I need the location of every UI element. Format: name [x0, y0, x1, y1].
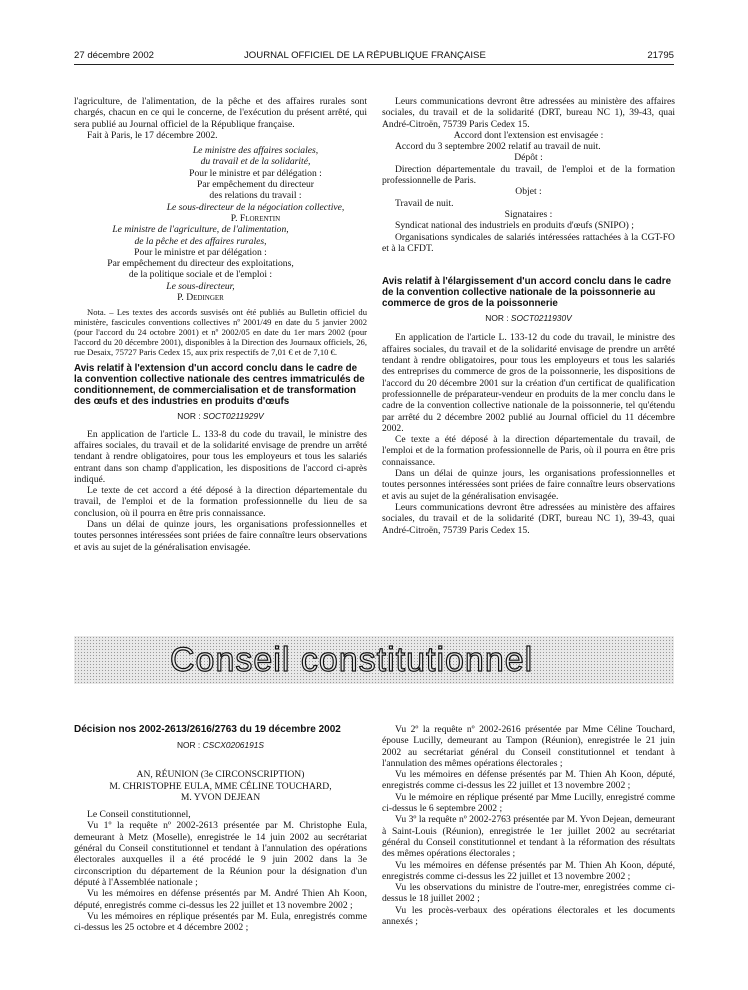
signature-block-1 [74, 145, 367, 224]
decision-nor [74, 740, 367, 751]
nota-note: Nota. – Les textes des accords susvisés ont été publiés au Bulletin officiel du ministère, fascicules conventions collectives nº 2001/49 en date du 5 janvier 2002 (pour l'accord du 24 octobre 2001) et nº 2002/05 en date du 1er mars 2002 (pour l'accord du 20 décembre 2001), disponibles à la Direction des Journaux officiels, 26, rue Desaix, 75727 Paris Cedex 15, aux prix respectifs de 7,01 € et de 7,10 €. [74, 307, 367, 358]
banner-title: Conseil constitutionnel [170, 641, 534, 679]
communications-paragraph: Leurs communications devront être adressées au ministère des affaires sociales, du travail et de la solidarité (DRT, bureau NC 1), 39-43, quai André-Citroën, 75739 Paris Cedex 15. [382, 96, 675, 130]
decision-paragraph: Vu les procès-verbaux des opérations électorales et les documents annexés ; [382, 904, 675, 928]
decision-paragraph: Vu 2º la requête nº 2002-2616 présentée par Mme Céline Touchard, épouse Lucilly, demeurant au Tampon (Réunion), enregistrée le 21 juin 2002 au secrétariat général du Conseil constitutionnel et tendant à l'annulation des mêmes opérations électorales ; [382, 724, 675, 769]
nor-code: CSCX0206191S [202, 740, 265, 750]
nor-label: NOR : [176, 740, 201, 750]
avis-2-paragraph: Leurs communications devront être adressées au ministère des affaires sociales, du travail et de la solidarité (DRT, bureau NC 1), 39-43, quai André-Citroën, 75739 Paris Cedex 15. [382, 501, 675, 536]
closing-paragraph: l'agriculture, de l'alimentation, de la pêche et des affaires rurales sont chargés, chacun en ce qui le concerne, de l'exécution du présent arrêté, qui sera publié au Journal officiel de la République française. [74, 96, 367, 130]
signataire-1: Syndicat national des industriels en produits d'œufs (SNIPO) ; [395, 220, 634, 232]
sig1-line: Par empêchement du directeur [197, 179, 314, 191]
avis-1-paragraph: Le texte de cet accord a été déposé à la direction départementale du travail, de l'emploi et de la formation professionnelle du lieu de sa conclusion, où il pourra en être pris connaissance. [74, 485, 367, 519]
sig2-line: de la pêche et des affaires rurales, [134, 235, 267, 247]
nor-code: SOCT0211929V [202, 411, 264, 422]
objet-text: Travail de nuit. [395, 197, 454, 209]
sig1-line: du travail et de la solidarité, [200, 156, 311, 168]
decision-paragraph: Vu les mémoires en réplique présentés par M. Eula, enregistrés comme ci-dessus les 25 octobre et 4 décembre 2002 ; [74, 910, 367, 934]
circonscription-line: AN, RÉUNION (3e CIRCONSCRIPTION) [136, 769, 305, 781]
sig2-line: de la politique sociale et de l'emploi : [128, 269, 273, 281]
avis-2-paragraph: En application de l'article L. 133-12 du code du travail, le ministre des affaires sociales, du travail et de la solidarité envisage de prendre un arrêté tendant à rendre obligatoires, pour tous les employeurs et tous les salariés des entreprises du commerce de gros de la poissonnerie, les dispositions de l'accord du 20 décembre 2001 sur la création d'un certificat de qualification professionnelle de préparateur-vendeur en produits de la mer conclu dans le cadre de la convention collective nationale de la poissonnerie, tel qu'étendu par arrêté du 2 décembre 2002 publié au Journal officiel du 11 décembre 2002. [382, 332, 675, 434]
decision-paragraph: Vu 1º la requête nº 2002-2613 présentée par M. Christophe Eula, demeurant à Metz (Moselle), enregistrée le 14 juin 2002 au secrétariat général du Conseil constitutionnel et tendant à l'annulation des opérations électorales auxquelles il a été procédé le 9 juin 2002 dans la 3e circonscription du département de la Réunion pour la désignation d'un député à l'Assemblée nationale ; [74, 820, 367, 888]
sig1-line: des relations du travail : [209, 190, 302, 202]
signataires-label: Signataires : [504, 208, 553, 220]
objet-label: Objet : [515, 186, 542, 198]
sig2-line: Par empêchement du directeur des exploitations, [107, 258, 294, 270]
page-header [74, 50, 674, 64]
sig1-line: Le sous-directeur de la négociation collective, [166, 201, 345, 213]
decision-paragraph: Vu le mémoire en réplique présenté par Mme Lucilly, enregistré comme ci-dessus le 6 septembre 2002 ; [382, 791, 675, 815]
decision-paragraph: Vu 3º la requête nº 2002-2763 présentée par M. Yvon Dejean, demeurant à Saint-Louis (Réunion), enregistrée le 1er juillet 2002 au secrétariat général du Conseil constitutionnel et tendant à la réformation des résultats des mêmes opérations électorales ; [382, 814, 675, 860]
decision-paragraph: Vu les mémoires en défense présentés par M. Thien Ah Koon, député, enregistrés comme ci-dessus les 22 juillet et 13 novembre 2002 ; [382, 859, 675, 882]
parties-line: M. YVON DEJEAN [180, 791, 261, 803]
avis-2-paragraph: Ce texte a été déposé à la direction départementale du travail, de l'emploi et de la formation professionnelle de Paris, où il pourra en être pris connaissance. [382, 434, 675, 468]
left-column-top [74, 96, 367, 553]
decision-paragraph: Vu les observations du ministre de l'outre-mer, enregistrées comme ci-dessus le 18 juillet 2002 ; [382, 882, 675, 905]
avis-2-nor [382, 313, 675, 324]
depot-label: Dépôt : [514, 152, 543, 164]
decision-left-column [74, 724, 367, 933]
decision-title: Décision nos 2002-2613/2616/2763 du 19 décembre 2002 [74, 724, 341, 735]
decision-right-column [382, 724, 675, 927]
nor-label: NOR : [485, 313, 509, 324]
accord-text: Accord du 3 septembre 2002 relatif au travail de nuit. [395, 141, 601, 153]
signatory-name: P. Dedinger [177, 292, 224, 304]
decision-paragraph: Vu les mémoires en défense présentés par M. André Thien Ah Koon, député, enregistrés comme ci-dessus les 22 juillet et 13 novembre 2002 ; [74, 888, 367, 911]
right-column-top [382, 96, 675, 536]
depot-text: Direction départementale du travail, de l'emploi et de la formation professionnelle de Paris. [382, 163, 675, 187]
decision-paragraph: Le Conseil constitutionnel, [87, 809, 191, 821]
sig1-line: Le ministre des affaires sociales, [192, 145, 319, 157]
sig2-line: Le ministre de l'agriculture, de l'alimentation, [112, 224, 289, 236]
avis-1-title: Avis relatif à l'extension d'un accord conclu dans le cadre de la convention collective nationale des centres immatriculés de conditionnement, de commercialisation et de transformation des œufs et des industries en produits d'œufs [74, 363, 365, 408]
header-rule [74, 64, 674, 65]
avis-2-paragraph: Dans un délai de quinze jours, les organisations professionnelles et toutes personnes intéressées sont priées de faire connaître leurs observations et avis au sujet de la généralisation envisagée. [382, 468, 675, 502]
nor-label: NOR : [177, 411, 201, 422]
signatory-name: P. Florentin [230, 212, 281, 224]
avis-1-paragraph: Dans un délai de quinze jours, les organisations professionnelles et toutes personnes intéressées sont priées de faire connaître leurs observations et avis au sujet de la généralisation envisagée. [74, 519, 367, 553]
avis-1-paragraph: En application de l'article L. 133-8 du code du travail, le ministre des affaires sociales, du travail et de la solidarité envisage de prendre un arrêté tendant à rendre obligatoires, pour tous les employeurs et tous les salariés entrant dans son champ d'application, les dispositions de l'accord ci-après indiqué. [74, 428, 367, 485]
sig1-line: Pour le ministre et par délégation : [189, 167, 322, 179]
avis-1-nor [74, 411, 367, 422]
sig2-line: Pour le ministre et par délégation : [134, 246, 267, 258]
nor-code: SOCT0211930V [510, 313, 572, 324]
sig2-line: Le sous-directeur, [166, 280, 235, 292]
header-journal-title: JOURNAL OFFICIEL DE LA RÉPUBLIQUE FRANÇAISE [244, 50, 486, 61]
header-date: 27 décembre 2002 [74, 50, 155, 61]
decision-paragraph: Vu les mémoires en défense présentés par M. Thien Ah Koon, député, enregistrés comme ci-dessus les 22 juillet et 13 novembre 2002 ; [382, 769, 675, 792]
signataire-2: Organisations syndicales de salariés intéressées rattachées à la CGT-FO et à la CFDT. [382, 231, 675, 254]
section-banner [74, 636, 674, 684]
avis-2-title: Avis relatif à l'élargissement d'un accord conclu dans le cadre de la convention collective nationale de la poissonnerie au commerce de gros de la poissonnerie [382, 276, 672, 310]
signature-block-2 [74, 224, 367, 303]
parties-line: M. CHRISTOPHE EULA, MME CÉLINE TOUCHARD, [109, 780, 332, 792]
accord-label: Accord dont l'extension est envisagée : [453, 129, 604, 141]
fait-a-paris: Fait à Paris, le 17 décembre 2002. [87, 129, 218, 141]
header-page-number: 21795 [647, 50, 674, 61]
